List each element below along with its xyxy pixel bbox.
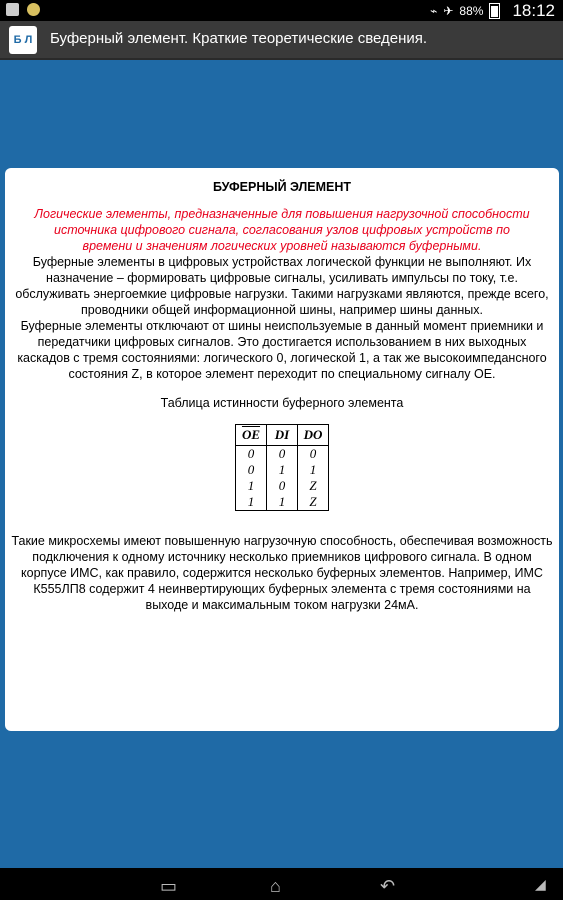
page-title: Буферный элемент. Краткие теоретические сведения. <box>50 30 428 47</box>
table-cell: 0 <box>267 478 298 494</box>
table-row <box>236 478 329 494</box>
table-cell: 0 <box>267 446 298 463</box>
paragraph-1: Буферные элементы в цифровых устройствах логической функции не выполняют. Их назначение – формировать цифровые сигналы, усиливать импульсы по току, т.е. обслуживать энергоемкие цифровые нагрузки. Такими нагрузками являются, прежде всего, проводники общей информационной шины, например шины данных. <box>15 255 549 317</box>
table-cell: Z <box>298 494 329 511</box>
battery-percent: 88% <box>459 4 484 18</box>
header-oe: $\overline{OE}$ <box>236 425 267 446</box>
status-indicators <box>430 1 555 21</box>
action-bar <box>0 21 563 60</box>
table-cell: 1 <box>298 462 329 478</box>
do-not-disturb-icon: ⌁ <box>430 4 438 18</box>
table-cell: 0 <box>298 446 329 463</box>
table-row <box>236 494 329 511</box>
content-card <box>5 168 559 731</box>
clock: 18:12 <box>512 1 555 20</box>
table-caption: Таблица истинности буферного элемента <box>160 396 404 410</box>
table-cell: Z <box>298 478 329 494</box>
app-logo-icon[interactable]: Б Л <box>9 26 37 54</box>
status-bar <box>0 0 563 21</box>
truth-table <box>235 424 329 511</box>
app-notification-icon <box>27 3 40 16</box>
table-row <box>236 446 329 463</box>
recent-apps-icon[interactable]: ▭ <box>160 876 178 896</box>
paragraph-3: Такие микросхемы имеют повышенную нагрузочную способность, обеспечивая возможность подключения к одному источнику несколько приемников цифрового сигнала. В одном корпусе ИМС, как правило, содержится несколько буферных элементов. Например, ИМС К555ЛП8 содержит 4 неинвертирующих буферных элемента с тремя состояниями на выходе и максимальным током нагрузки 24мА. <box>11 534 553 612</box>
table-cell: 0 <box>236 462 267 478</box>
table-cell: 1 <box>267 462 298 478</box>
header-do: DO <box>298 425 329 446</box>
paragraph-2: Буферные элементы отключают от шины неиспользуемые в данный момент приемники и передатчики цифровых сигналов. Это достигается использованием в них выходных каскадов с тремя состояниями: логического 0, логической 1, а так же высокоимпедансного состояния Z, в которое элемент переходит по специальному сигналу OE. <box>17 319 547 381</box>
truth-table-header <box>236 425 329 446</box>
menu-icon[interactable]: ◢ <box>535 876 546 892</box>
notification-icons <box>6 3 40 16</box>
back-icon[interactable]: ↶ <box>380 876 396 896</box>
image-notification-icon <box>6 3 19 16</box>
table-cell: 0 <box>236 446 267 463</box>
home-icon[interactable]: ⌂ <box>270 876 281 896</box>
table-cell: 1 <box>236 494 267 511</box>
table-row <box>236 462 329 478</box>
navigation-bar <box>0 868 563 900</box>
battery-icon <box>489 3 500 19</box>
table-cell: 1 <box>236 478 267 494</box>
definition-text: Логические элементы, предназначенные для повышения нагрузочной способности источника цифрового сигнала, согласования узлов цифровых устройств по времени и значениям логических уровней называются буферными. <box>34 207 530 253</box>
article-heading: БУФЕРНЫЙ ЭЛЕМЕНТ <box>213 180 351 194</box>
airplane-mode-icon: ✈ <box>443 4 454 18</box>
table-cell: 1 <box>267 494 298 511</box>
header-di: DI <box>267 425 298 446</box>
